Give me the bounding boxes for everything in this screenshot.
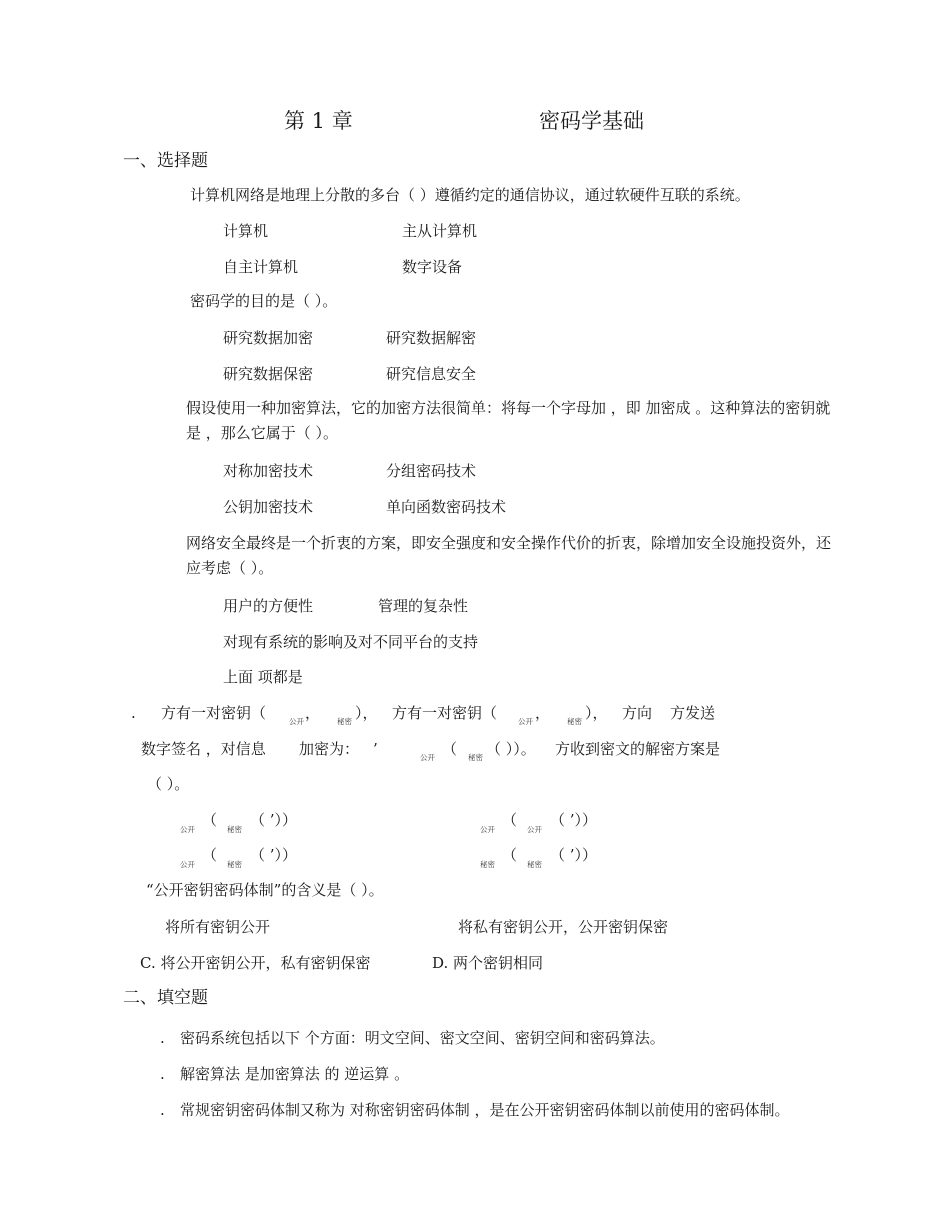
question-3-stem: 假设使用一种加密算法，它的加密方法很简单：将每一个字母加 ，即 加密成 。这种算法的密钥就是 ，那么它属于（ ）。 — [186, 399, 831, 442]
question-3-option-c: 公钥加密技术 — [223, 498, 314, 516]
question-5-prime: ’ — [373, 740, 378, 758]
option-paren: （ — [502, 846, 518, 864]
question-5-text-direction: 方向 — [622, 704, 653, 722]
question-5-text-signature: 数字签名 ，对信息 — [141, 740, 266, 758]
subscript-secret: 秘密 — [227, 825, 242, 834]
question-6-option-c: C. 将公开密钥公开，私有密钥保密 — [140, 954, 371, 972]
subscript-public: 公开 — [518, 717, 533, 726]
question-1-option-d: 数字设备 — [402, 258, 463, 276]
question-5-comma: ， — [535, 704, 551, 722]
question-1-stem: 计算机网络是地理上分散的多台（ ）遵循约定的通信协议，通过软硬件互联的系统。 — [190, 186, 750, 204]
question-6-option-a: 将所有密钥公开 — [165, 918, 271, 936]
question-2-option-b: 研究数据解密 — [386, 329, 477, 347]
subscript-public: 公开 — [180, 860, 195, 869]
question-5-text-decrypt: 方收到密文的解密方案是 — [555, 740, 721, 758]
section-heading-fill: 二、填空题 — [123, 988, 208, 1008]
subscript-public: 公开 — [180, 825, 195, 834]
subscript-public: 公开 — [480, 825, 495, 834]
question-5-close: ）， — [585, 704, 608, 722]
question-5-text-a-keys: 方有一对密钥（ — [161, 704, 267, 722]
section-heading-choice: 一、选择题 — [123, 151, 208, 171]
question-4-option-b: 管理的复杂性 — [378, 597, 469, 615]
question-5-close: （ ））。 — [486, 740, 536, 758]
question-5-text-encrypt: 加密为： — [299, 740, 360, 758]
question-2-option-d: 研究信息安全 — [386, 365, 477, 383]
subscript-secret: 秘密 — [567, 717, 582, 726]
question-4-stem: 网络安全最终是一个折衷的方案，即安全强度和安全操作代价的折衷，除增加安全设施投资外，还应考虑（ ）。 — [186, 534, 832, 577]
question-4-option-d: 上面 项都是 — [223, 668, 303, 686]
question-2-option-c: 研究数据保密 — [223, 365, 314, 383]
question-5-text-b-keys: 方有一对密钥（ — [392, 704, 498, 722]
question-4-option-a: 用户的方便性 — [223, 597, 314, 615]
option-close: （ ’）） — [250, 846, 298, 864]
question-1-option-a: 计算机 — [223, 222, 269, 240]
subscript-public: 公开 — [420, 753, 435, 762]
question-1-option-b: 主从计算机 — [402, 222, 478, 240]
option-close: （ ’）） — [550, 846, 598, 864]
question-3-option-a: 对称加密技术 — [223, 462, 314, 480]
question-3-option-b: 分组密码技术 — [386, 462, 477, 480]
subscript-secret: 秘密 — [527, 860, 542, 869]
fill-item-3: 常规密钥密码体制又称为 对称密钥密码体制 ，是在公开密钥密码体制以前使用的密码体制。 — [180, 1101, 790, 1119]
question-5-close: ）， — [355, 704, 378, 722]
option-paren: （ — [202, 846, 218, 864]
question-3-option-d: 单向函数密码技术 — [386, 498, 507, 516]
option-paren: （ — [502, 811, 518, 829]
subscript-secret: 秘密 — [468, 753, 483, 762]
subscript-public: 公开 — [289, 717, 304, 726]
subscript-secret: 秘密 — [480, 860, 495, 869]
option-paren: （ — [202, 811, 218, 829]
option-close: （ ’）） — [550, 811, 598, 829]
option-close: （ ’）） — [250, 811, 298, 829]
question-2-option-a: 研究数据加密 — [223, 329, 314, 347]
chapter-number: 第 1 章 — [284, 109, 353, 133]
question-5-paren: （ — [442, 740, 458, 758]
question-4-option-c: 对现有系统的影响及对不同平台的支持 — [223, 633, 479, 651]
question-6-option-b: 将私有密钥公开，公开密钥保密 — [458, 918, 669, 936]
question-2-stem: 密码学的目的是（ ）。 — [190, 292, 338, 310]
question-5-number-dot: . — [131, 704, 136, 722]
fill-item-dot: . — [160, 1029, 165, 1047]
question-6-stem: “公开密钥密码体制”的含义是（ ）。 — [146, 881, 384, 899]
question-5-blank: （ ）。 — [147, 775, 190, 793]
subscript-secret: 秘密 — [337, 717, 352, 726]
subscript-secret: 秘密 — [227, 860, 242, 869]
question-5-comma: ， — [305, 704, 321, 722]
question-1-option-c: 自主计算机 — [223, 258, 299, 276]
fill-item-2: 解密算法 是加密算法 的 逆运算 。 — [180, 1065, 410, 1083]
fill-item-dot: . — [160, 1065, 165, 1083]
fill-item-dot: . — [160, 1101, 165, 1119]
question-5-text-send: 方发送 — [670, 704, 716, 722]
fill-item-1: 密码系统包括以下 个方面：明文空间、密文空间、密钥空间和密码算法。 — [180, 1029, 665, 1047]
chapter-title: 密码学基础 — [539, 109, 644, 133]
question-6-option-d: D. 两个密钥相同 — [432, 954, 544, 972]
subscript-public: 公开 — [527, 825, 542, 834]
